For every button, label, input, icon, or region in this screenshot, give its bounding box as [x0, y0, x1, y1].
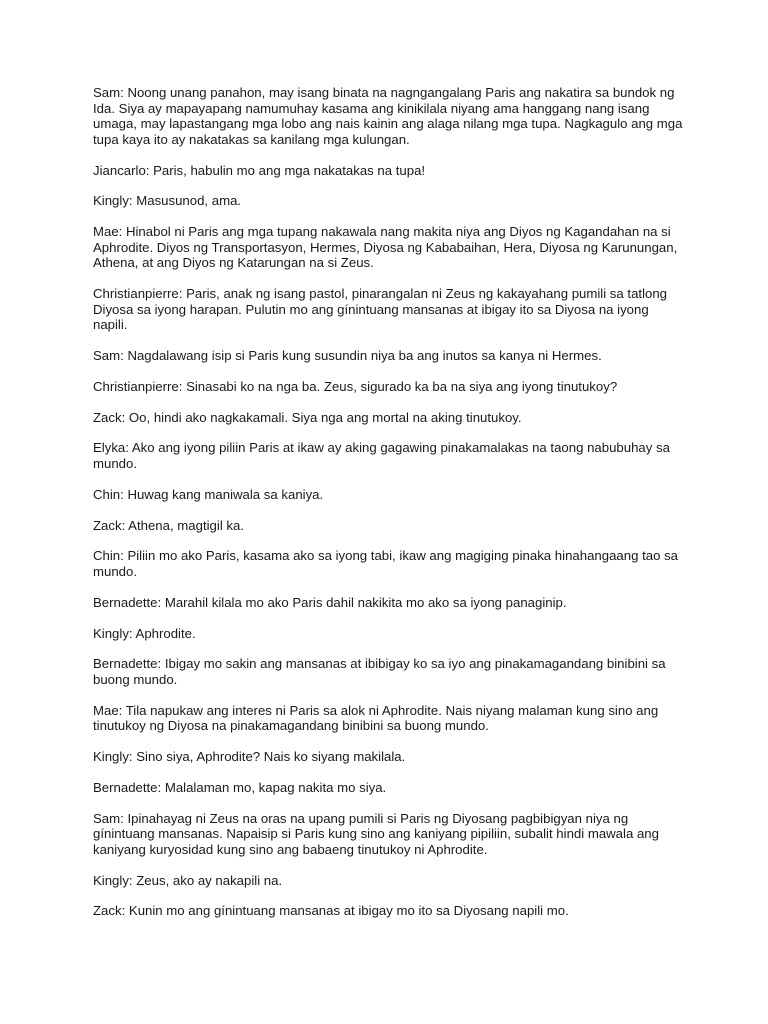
paragraph: Christianpierre: Sinasabi ko na nga ba. Zeus, sigurado ka ba na siya ang iyong tinutukoy? [93, 378, 618, 394]
paragraph: Sam: Nagdalawang isip si Paris kung susundin niya ba ang inutos sa kanya ni Hermes. [93, 348, 602, 364]
paragraph: Zack: Oo, hindi ako nagkakamali. Siya nga ang mortal na aking tinutukoy. [93, 409, 522, 425]
paragraph: Jiancarlo: Paris, habulin mo ang mga nakatakas na tupa! [93, 162, 426, 178]
paragraph: Zack: Kunin mo ang gínintuang mansanas at ibigay mo ito sa Diyosang napili mo. [93, 903, 569, 919]
paragraph: Chin: Piliin mo ako Paris, kasama ako sa iyong tabi, ikaw ang magiging pinaka hinahangaang tao sa mundo. [93, 548, 678, 579]
paragraph: Christianpierre: Paris, anak ng isang pastol, pinarangalan ni Zeus ng kakayahang pumili sa tatlong Diyosa sa iyong harapan. Pulutin mo ang gínintuang mansanas at ibigay ito sa Diyosa na iyong napili. [93, 286, 667, 333]
paragraph: Sam: Ipinahayag ni Zeus na oras na upang pumili si Paris ng Diyosang pagbibigyan niya ng gínintuang mansanas. Napaisip si Paris kung sino ang kaniyang pipiliin, subalit hindi mawala ang kaniyang kuryosidad kung sino ang babaeng tinutukoy ni Aphrodite. [93, 810, 659, 857]
paragraph: Bernadette: Malalaman mo, kapag nakita mo siya. [93, 779, 387, 795]
paragraph: Kingly: Masusunod, ama. [93, 193, 242, 209]
document-body [93, 85, 683, 934]
paragraph: Elyka: Ako ang iyong piliin Paris at ikaw ay aking gagawing pinakamalakas na taong nabubuhay sa mundo. [93, 440, 670, 471]
paragraph: Kingly: Sino siya, Aphrodite? Nais ko siyang makilala. [93, 749, 406, 765]
paragraph: Sam: Noong unang panahon, may isang binata na nagngangalang Paris ang nakatira sa bundok ng Ida. Siya ay mapayapang namumuhay kasama ang kinikilala niyang ama hanggang nang isang umaga, may lapastangang mga lobo ang nais kainin ang alaga nilang mga tupa. Nagkagulo ang mga tupa kaya ito ay nakatakas sa kanilang mga kulungan. [93, 85, 683, 147]
paragraph: Kingly: Zeus, ako ay nakapili na. [93, 872, 283, 888]
paragraph: Mae: Tila napukaw ang interes ni Paris sa alok ni Aphrodite. Nais niyang malaman kung sino ang tinutukoy ng Diyosa na pinakamagandang binibini sa buong mundo. [93, 702, 659, 734]
paragraph: Zack: Athena, magtigil ka. [93, 517, 244, 533]
paragraph: Bernadette: Marahil kilala mo ako Paris dahil nakikita mo ako sa iyong panaginip. [93, 594, 567, 610]
paragraph: Bernadette: Ibigay mo sakin ang mansanas at ibibigay ko sa iyo ang pinakamagandang binibini sa buong mundo. [93, 656, 666, 687]
paragraph: Mae: Hinabol ni Paris ang mga tupang nakawala nang makita niya ang Diyos ng Kagandahan na si Aphrodite. Diyos ng Transportasyon, Hermes, Diyosa ng Kababaihan, Hera, Diyosa ng Karunungan, Athena, at ang Diyos ng Katarungan na si Zeus. [93, 224, 678, 271]
paragraph: Kingly: Aphrodite. [93, 625, 196, 641]
paragraph: Chin: Huwag kang maniwala sa kaniya. [93, 486, 324, 502]
